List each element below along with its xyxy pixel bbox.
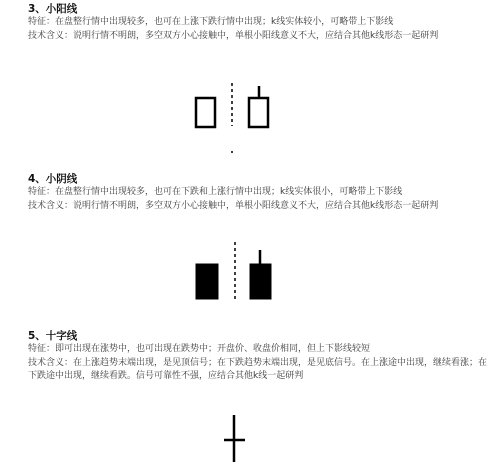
small-yang-candle-no-shadow [196,98,215,127]
feature-paragraph [28,16,490,30]
meaning-paragraph [28,200,490,214]
center-dot [231,151,233,153]
meaning-text: 说明行情不明朗，多空双方小心接触中，单根小阳线意义不大，应结合其他k线形态一起研判 [73,30,439,41]
feature-text: 即可出现在涨势中，也可出现在跌势中；开盘价、收盘价相同，但上下影线较短 [55,344,371,354]
feature-paragraph [28,186,490,200]
section-small-yin-line [28,172,490,213]
small-yin-candle-with-shadow [250,264,271,299]
meaning-paragraph [28,357,490,384]
small-yin-candles-figure [180,240,290,308]
small-yang-candles-figure [180,78,290,158]
small-yang-candle-with-shadow [249,98,268,127]
meaning-text: 在上涨趋势末端出现，是见顶信号；在下跌趋势末端出现，是见底信号。在上涨途中出现，继续看涨；在下跌途中出现，继续看跌。信号可靠性不强，应结合其他k线一起研判 [28,357,488,381]
small-yin-candle-no-shadow [196,264,218,299]
feature-text: 在盘整行情中出现较多，也可在上涨下跌行情中出现；k线实体较小，可略带上下影线 [55,17,394,27]
feature-label: 特征： [28,17,56,27]
meaning-label: 技术含义： [28,200,74,211]
feature-label: 特征： [28,344,56,354]
section-title: 4、小阴线 [28,173,78,185]
section-doji-cross [28,329,490,384]
section-title: 5、十字线 [28,330,78,342]
meaning-text: 说明行情不明朗，多空双方小心接触中，单根小阳线意义不大，应结合其他k线形态一起研判 [73,200,439,211]
meaning-label: 技术含义： [28,30,74,41]
section-title: 3、小阳线 [28,3,78,15]
feature-paragraph [28,343,490,357]
feature-label: 特征： [28,187,56,197]
meaning-paragraph [28,30,490,44]
meaning-label: 技术含义： [28,357,74,368]
section-small-yang-line [28,2,490,43]
doji-cross-figure [215,412,255,467]
feature-text: 在盘整行情中出现较多，也可在下跌和上涨行情中出现；k线实体很小，可略带上下影线 [55,187,403,197]
